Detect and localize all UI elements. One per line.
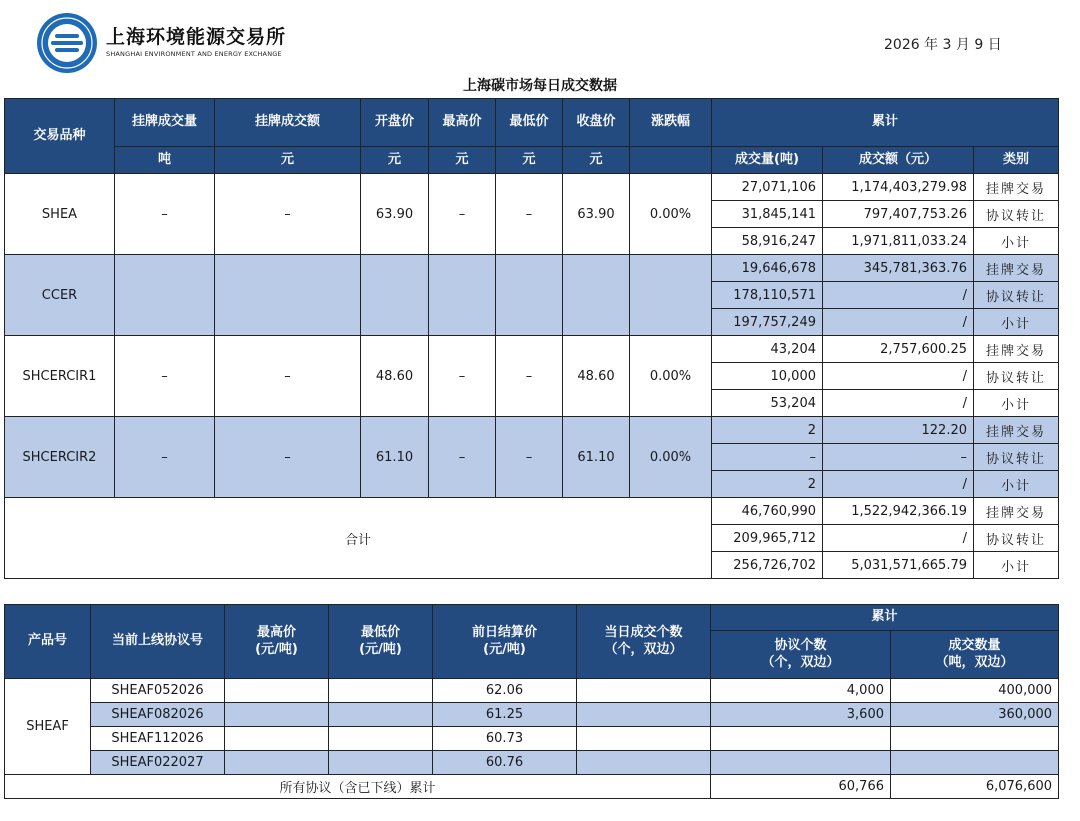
header-high-label: 最高价 [256, 624, 296, 640]
header-cum-volume-label: 成交数量 [948, 637, 1001, 653]
prev-settle-price: 60.73 [433, 727, 577, 751]
cum-volume: 31,845,141 [712, 201, 823, 228]
cum-amount: / [823, 309, 974, 336]
table-row [5, 751, 1059, 775]
cum-volume: 53,204 [712, 390, 823, 417]
product-name: SHCERCIR2 [5, 417, 115, 498]
cum-amount: 5,031,571,665.79 [823, 552, 974, 579]
cum-volume: 58,916,247 [712, 228, 823, 255]
header-low: 最低价 [496, 99, 563, 147]
low-price [496, 255, 563, 336]
table-row [5, 336, 1059, 363]
cum-volume: 43,204 [712, 336, 823, 363]
header-high: 最高价 [429, 99, 496, 147]
high-price: – [429, 336, 496, 417]
price-change: 0.00% [630, 417, 712, 498]
header-day-count [577, 605, 711, 679]
cum-volume: 10,000 [712, 363, 823, 390]
total-label: 所有协议（含已下线）累计 [5, 775, 711, 799]
category: 协议转让 [974, 525, 1059, 552]
high-price: – [429, 174, 496, 255]
low-price [329, 703, 433, 727]
high-price [225, 727, 329, 751]
cum-volume: 2 [712, 471, 823, 498]
header-cum-count-label: 协议个数 [774, 637, 827, 653]
header-prev-settle [433, 605, 577, 679]
contract-code: SHEAF052026 [91, 679, 225, 703]
low-price: – [496, 174, 563, 255]
header-low-label: 最低价 [360, 624, 400, 640]
cum-volume [891, 751, 1059, 775]
table-row [5, 417, 1059, 444]
cum-amount: / [823, 525, 974, 552]
contract-code: SHEAF022027 [91, 751, 225, 775]
header-cumulative: 累计 [712, 99, 1059, 147]
low-price [329, 679, 433, 703]
header-low-unit: (元/吨) [359, 641, 402, 657]
low-price [329, 727, 433, 751]
table-row [5, 727, 1059, 751]
unit-yuan: 元 [563, 147, 630, 174]
product-code: SHEAF [5, 679, 91, 775]
day-count [577, 727, 711, 751]
header-prev-settle-label: 前日结算价 [471, 624, 537, 640]
price-change [630, 255, 712, 336]
listed-amount: – [215, 336, 361, 417]
header-close: 收盘价 [563, 99, 630, 147]
high-price [429, 255, 496, 336]
header-day-count-label: 当日成交个数 [604, 624, 683, 640]
unit-blank [630, 147, 712, 174]
category: 小计 [974, 309, 1059, 336]
category: 小计 [974, 552, 1059, 579]
high-price [225, 751, 329, 775]
cum-amount: / [823, 282, 974, 309]
category: 挂牌交易 [974, 255, 1059, 282]
close-price: 48.60 [563, 336, 630, 417]
unit-yuan: 元 [496, 147, 563, 174]
unit-yuan: 元 [361, 147, 429, 174]
exchange-logo-icon [36, 12, 98, 74]
cum-volume: 400,000 [891, 679, 1059, 703]
total-row [5, 498, 1059, 525]
day-count [577, 679, 711, 703]
header-low [329, 605, 433, 679]
cum-count: 3,600 [711, 703, 891, 727]
header-listed-amount: 挂牌成交额 [215, 99, 361, 147]
listed-amount [215, 255, 361, 336]
price-change: 0.00% [630, 336, 712, 417]
listed-volume: – [115, 417, 215, 498]
listed-volume: – [115, 174, 215, 255]
open-price: 63.90 [361, 174, 429, 255]
futures-agreement-table [4, 604, 1059, 799]
cum-amount: 1,522,942,366.19 [823, 498, 974, 525]
close-price: 61.10 [563, 417, 630, 498]
day-count [577, 751, 711, 775]
cum-amount: 345,781,363.76 [823, 255, 974, 282]
cum-count: 4,000 [711, 679, 891, 703]
header-listed-volume: 挂牌成交量 [115, 99, 215, 147]
cum-volume: 6,076,600 [891, 775, 1059, 799]
cum-volume: 27,071,106 [712, 174, 823, 201]
contract-code: SHEAF112026 [91, 727, 225, 751]
header-product: 交易品种 [5, 99, 115, 174]
total-row [5, 775, 1059, 799]
low-price [329, 751, 433, 775]
product-name: CCER [5, 255, 115, 336]
cum-amount: / [823, 390, 974, 417]
header-product-code: 产品号 [5, 605, 91, 679]
category: 协议转让 [974, 444, 1059, 471]
cum-volume: 178,110,571 [712, 282, 823, 309]
cum-amount: / [823, 471, 974, 498]
cum-amount: 1,174,403,279.98 [823, 174, 974, 201]
category: 协议转让 [974, 201, 1059, 228]
category: 小计 [974, 471, 1059, 498]
cum-amount: 1,971,811,033.24 [823, 228, 974, 255]
category: 挂牌交易 [974, 417, 1059, 444]
header-amount: 成交额（元） [823, 147, 974, 174]
cum-count [711, 751, 891, 775]
header-day-count-unit: （个，双边） [604, 641, 683, 657]
header-prev-settle-unit: (元/吨) [483, 641, 526, 657]
unit-yuan: 元 [215, 147, 361, 174]
header-change: 涨跌幅 [630, 99, 712, 147]
header-cum-count-unit: （个，双边） [761, 654, 840, 670]
header-open: 开盘价 [361, 99, 429, 147]
header-high-unit: (元/吨) [255, 641, 298, 657]
category: 协议转让 [974, 363, 1059, 390]
open-price: 48.60 [361, 336, 429, 417]
page-header [0, 0, 1080, 98]
page-title: 上海碳市场每日成交数据 [463, 78, 617, 94]
category: 挂牌交易 [974, 498, 1059, 525]
product-name: SHEA [5, 174, 115, 255]
cum-volume: 197,757,249 [712, 309, 823, 336]
organization-name: 上海环境能源交易所 [106, 26, 287, 48]
header-volume: 成交量(吨) [712, 147, 823, 174]
cum-volume: 209,965,712 [712, 525, 823, 552]
table-row [5, 703, 1059, 727]
close-price: 63.90 [563, 174, 630, 255]
low-price: – [496, 336, 563, 417]
listed-amount: – [215, 417, 361, 498]
category: 小计 [974, 390, 1059, 417]
prev-settle-price: 62.06 [433, 679, 577, 703]
header-cum-volume-unit: （吨，双边） [935, 654, 1014, 670]
listed-volume [115, 255, 215, 336]
contract-code: SHEAF082026 [91, 703, 225, 727]
prev-settle-price: 61.25 [433, 703, 577, 727]
cum-volume: – [712, 444, 823, 471]
unit-ton: 吨 [115, 147, 215, 174]
close-price [563, 255, 630, 336]
cum-amount: 2,757,600.25 [823, 336, 974, 363]
unit-yuan: 元 [429, 147, 496, 174]
header-contract: 当前上线协议号 [91, 605, 225, 679]
open-price: 61.10 [361, 417, 429, 498]
day-count [577, 703, 711, 727]
cum-amount: 122.20 [823, 417, 974, 444]
listed-volume: – [115, 336, 215, 417]
header-cum-volume [891, 631, 1059, 679]
table-row [5, 679, 1059, 703]
header-high [225, 605, 329, 679]
category: 挂牌交易 [974, 336, 1059, 363]
cum-volume: 19,646,678 [712, 255, 823, 282]
category: 挂牌交易 [974, 174, 1059, 201]
daily-trading-table [4, 98, 1059, 579]
report-date: 2026 年 3 月 9 日 [884, 37, 1002, 53]
header-category: 类别 [974, 147, 1059, 174]
open-price [361, 255, 429, 336]
cum-count [711, 727, 891, 751]
listed-amount: – [215, 174, 361, 255]
organization-name-english: SHANGHAI ENVIRONMENT AND ENERGY EXCHANGE [106, 50, 282, 58]
cum-amount: / [823, 363, 974, 390]
cum-volume: 2 [712, 417, 823, 444]
price-change: 0.00% [630, 174, 712, 255]
header-cum-count [711, 631, 891, 679]
high-price [225, 679, 329, 703]
total-label: 合计 [5, 498, 712, 579]
cum-count: 60,766 [711, 775, 891, 799]
header-cumulative: 累计 [711, 605, 1059, 631]
low-price: – [496, 417, 563, 498]
cum-volume: 46,760,990 [712, 498, 823, 525]
cum-amount: – [823, 444, 974, 471]
table-row [5, 255, 1059, 282]
cum-volume [891, 727, 1059, 751]
category: 协议转让 [974, 282, 1059, 309]
cum-volume: 256,726,702 [712, 552, 823, 579]
category: 小计 [974, 228, 1059, 255]
product-name: SHCERCIR1 [5, 336, 115, 417]
cum-volume: 360,000 [891, 703, 1059, 727]
cum-amount: 797,407,753.26 [823, 201, 974, 228]
high-price [225, 703, 329, 727]
high-price: – [429, 417, 496, 498]
table-row [5, 174, 1059, 201]
prev-settle-price: 60.76 [433, 751, 577, 775]
